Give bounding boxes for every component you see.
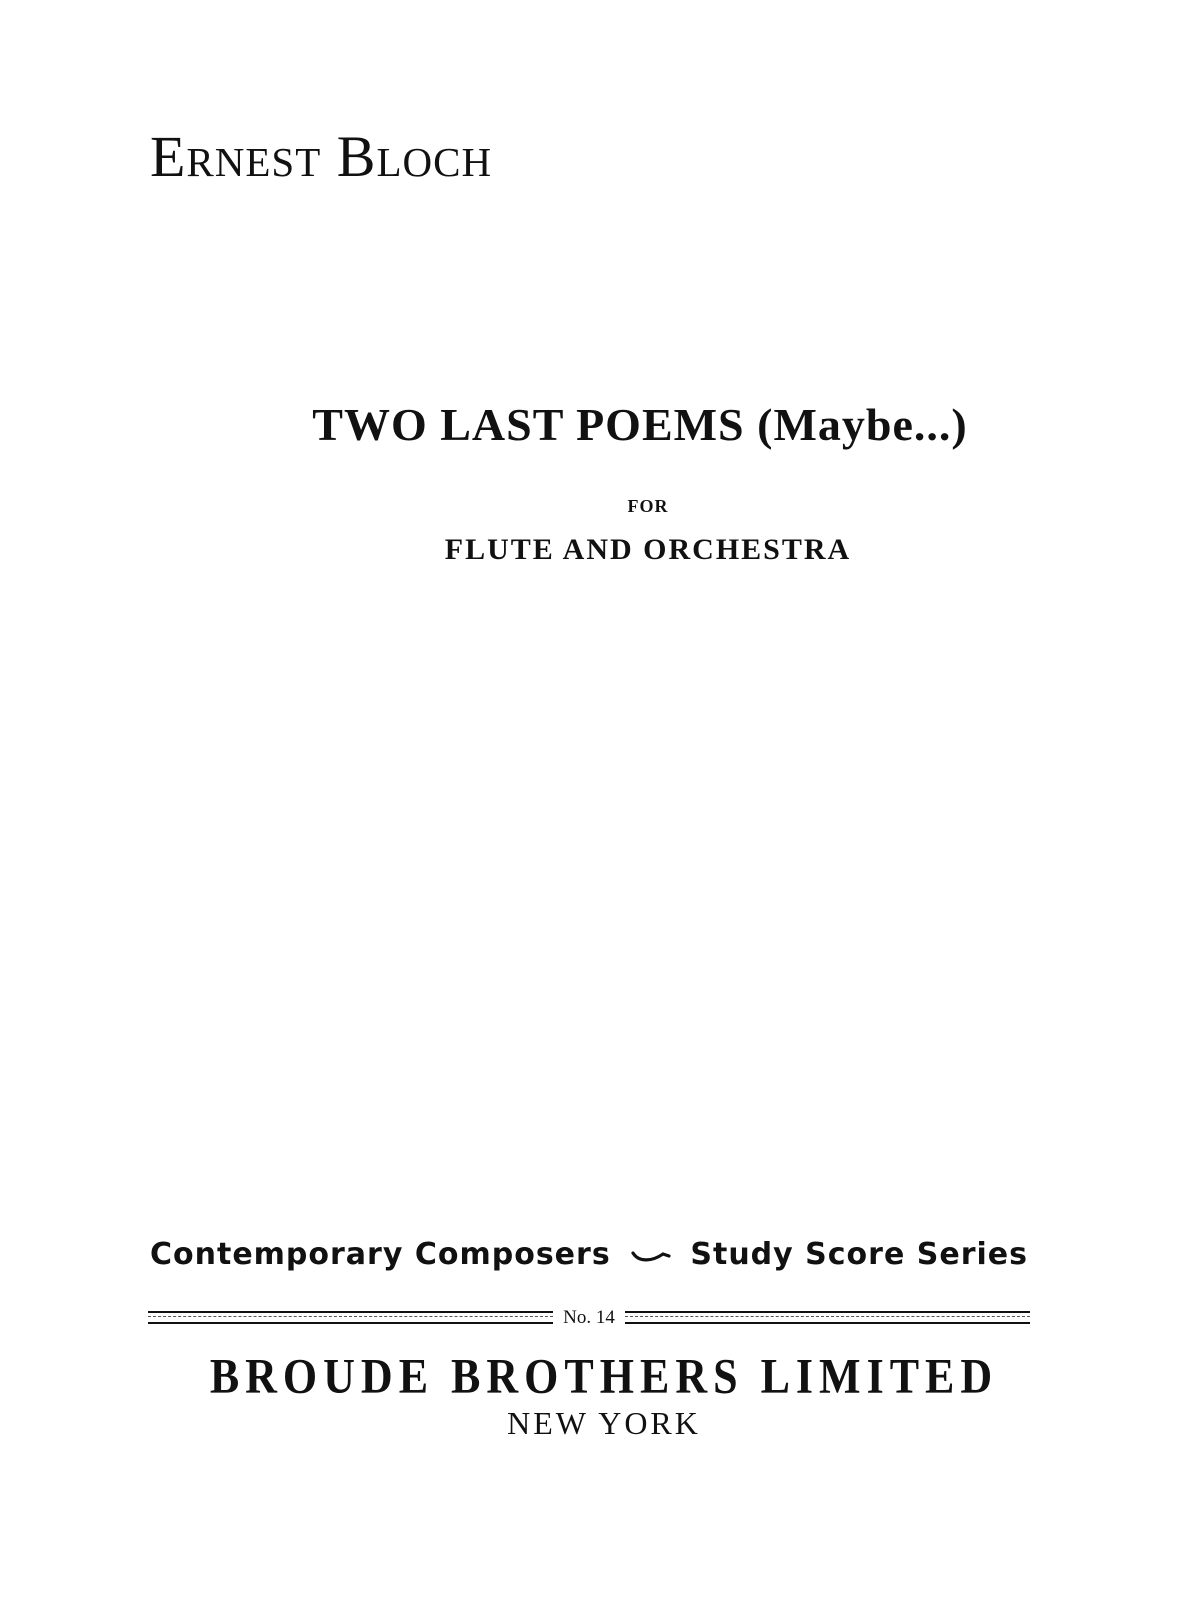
double-rule-right xyxy=(625,1311,1030,1324)
series-name-right: Study Score Series xyxy=(690,1237,1028,1272)
double-rule-left xyxy=(148,1311,553,1324)
instrumentation: FLUTE AND ORCHESTRA xyxy=(444,533,852,566)
for-label: FOR xyxy=(627,496,669,516)
swash-dash-icon xyxy=(629,1245,673,1265)
publisher-name: BROUDE BROTHERS LIMITED xyxy=(209,1349,999,1404)
series-name-left: Contemporary Composers xyxy=(150,1237,611,1272)
publisher-city: NEW YORK xyxy=(507,1405,701,1441)
series-number-bar xyxy=(148,1304,1030,1330)
composer-name: Ernest Bloch xyxy=(150,124,493,189)
series-number: No. 14 xyxy=(563,1306,615,1328)
series-line xyxy=(150,1237,1028,1272)
work-title: TWO LAST POEMS (Maybe...) xyxy=(312,399,968,450)
